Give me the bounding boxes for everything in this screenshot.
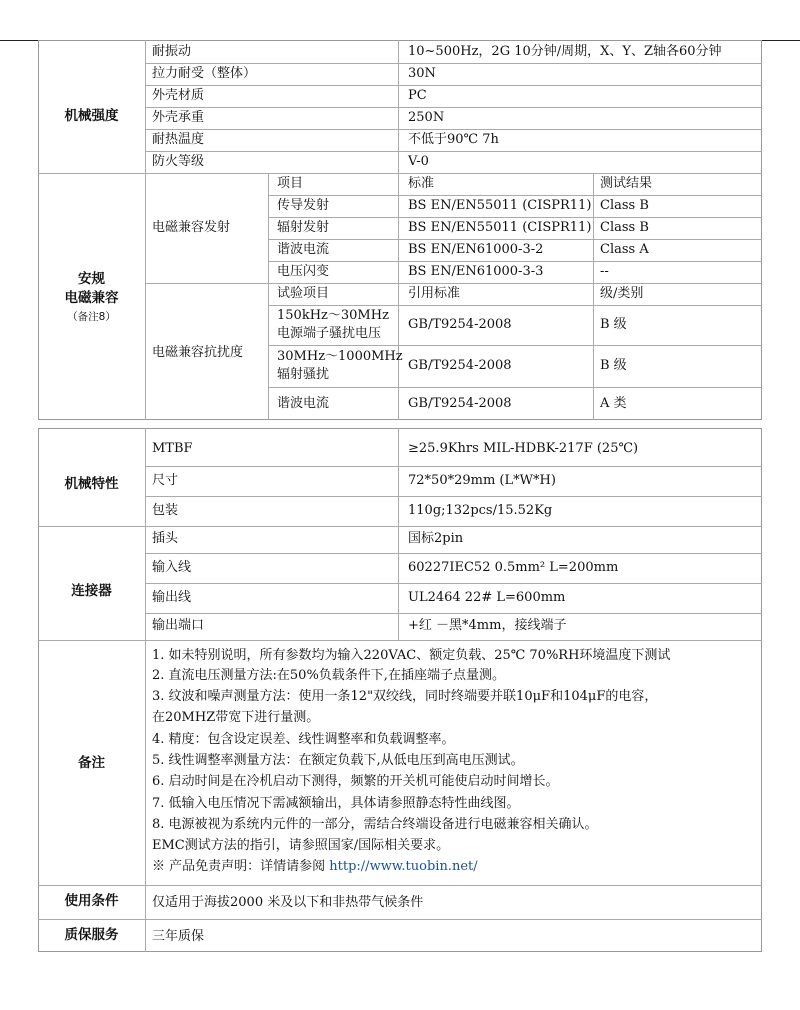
note-line: 6. 启动时间是在冷机启动下测得，频繁的开关机可能使启动时间增长。 [152, 774, 559, 789]
row-label: 外壳材质 [152, 88, 205, 103]
section-label-emc-text: 电磁兼容 [64, 290, 119, 306]
row-value: 不低于90℃ 7h [408, 132, 499, 147]
disclaimer-text: ※ 产品免责声明：详情请参阅 [152, 859, 326, 874]
emission-header: 标准 [408, 176, 435, 191]
immunity-cell: 辐射骚扰 [277, 367, 330, 382]
note-disclaimer [152, 858, 478, 876]
emission-cell: Class A [600, 242, 649, 257]
row-value: 30N [408, 66, 436, 81]
section-label-warranty: 质保服务 [64, 927, 119, 943]
website-link[interactable]: http://www.tuobin.net/ [329, 859, 478, 874]
row-value: 60227IEC52 0.5mm² L=200mm [408, 560, 619, 575]
row-value: 250N [408, 110, 445, 125]
emission-header: 测试结果 [600, 176, 653, 191]
row-value: 110g;132pcs/15.52Kg [408, 503, 553, 518]
section-label-connector: 连接器 [71, 583, 112, 599]
note-line: 在20MHZ带宽下进行量测。 [152, 710, 320, 725]
section-label-emc [38, 270, 145, 327]
immunity-cell: 谐波电流 [277, 396, 330, 411]
immunity-header: 引用标准 [408, 286, 461, 301]
immunity-cell: GB/T9254-2008 [408, 358, 512, 373]
row-value: 10~500Hz，2G 10分钟/周期，X、Y、Z轴各60分钟 [408, 44, 722, 59]
emission-cell: BS EN/EN61000-3-2 [408, 242, 544, 257]
row-label: 耐振动 [152, 44, 192, 59]
emc-immunity-label: 电磁兼容抗扰度 [152, 345, 244, 360]
note-line: 8. 电源被视为系统内元件的一部分，需结合终端设备进行电磁兼容相关确认。 [152, 817, 598, 832]
row-label: MTBF [152, 441, 193, 456]
section-label-safety: 安规 [78, 271, 105, 287]
row-label: 输出线 [152, 590, 192, 605]
immunity-cell: B 级 [600, 358, 627, 373]
note-line: 2. 直流电压测量方法:在50%负载条件下,在插座端子点量测。 [152, 668, 505, 683]
emc-emission-label: 电磁兼容发射 [152, 220, 231, 235]
immunity-cell: GB/T9254-2008 [408, 317, 512, 332]
emission-cell: BS EN/EN55011 (CISPR11) [408, 220, 592, 235]
row-label: 输出端口 [152, 618, 205, 633]
section-label-mechanical-strength: 机械强度 [64, 108, 119, 124]
row-value: ≥25.9Khrs MIL-HDBK-217F (25℃) [408, 441, 639, 456]
immunity-cell: A 类 [600, 396, 627, 411]
row-label: 包装 [152, 503, 179, 518]
emission-cell: -- [600, 264, 609, 279]
emission-cell: 谐波电流 [277, 242, 330, 257]
emission-cell: BS EN/EN61000-3-3 [408, 264, 544, 279]
row-value: V-0 [408, 154, 429, 169]
row-value: PC [408, 88, 427, 103]
note-line: EMC测试方法的指引，请参照国家/国际相关要求。 [152, 838, 450, 853]
row-label: 外壳承重 [152, 110, 205, 125]
immunity-header: 级/类别 [600, 286, 644, 301]
row-label: 耐热温度 [152, 132, 205, 147]
row-label: 插头 [152, 531, 179, 546]
emission-cell: 电压闪变 [277, 264, 330, 279]
row-value: UL2464 22# L=600mm [408, 590, 566, 605]
note-line: 7. 低输入电压情况下需减额输出，具体请参照静态特性曲线图。 [152, 796, 520, 811]
section-label-notes: 备注 [78, 755, 105, 771]
row-value: 国标2pin [408, 531, 464, 546]
note-line: 3. 纹波和噪声测量方法：使用一条12"双绞线，同时终端要并联10μF和104μF的电容， [152, 689, 658, 704]
immunity-cell: 30MHz～1000MHz [277, 349, 403, 364]
emission-cell: BS EN/EN55011 (CISPR11) [408, 198, 592, 213]
immunity-cell: 150kHz～30MHz [277, 308, 389, 323]
usage-value: 仅适用于海拔2000 米及以下和非热带气候条件 [152, 895, 424, 910]
emission-cell: Class B [600, 198, 649, 213]
section-label-mechanical-props: 机械特性 [64, 476, 119, 492]
emission-cell: 辐射发射 [277, 220, 330, 235]
note-line: 4. 精度：包含设定误差、线性调整率和负载调整率。 [152, 732, 455, 747]
immunity-header: 试验项目 [277, 286, 330, 301]
warranty-value: 三年质保 [152, 929, 205, 944]
section-label-usage: 使用条件 [64, 893, 119, 909]
row-label: 拉力耐受（整体） [152, 66, 257, 81]
immunity-cell: B 级 [600, 317, 627, 332]
row-value: +红 －黑*4mm，接线端子 [408, 618, 567, 633]
note-line: 5. 线性调整率测量方法：在额定负载下,从低电压到高电压测试。 [152, 753, 524, 768]
immunity-cell: GB/T9254-2008 [408, 396, 512, 411]
section-note: （备注8） [67, 311, 116, 323]
emission-cell: Class B [600, 220, 649, 235]
immunity-cell: 电源端子骚扰电压 [277, 326, 382, 341]
note-line: 1. 如未特别说明，所有参数均为输入220VAC、额定负载、25℃ 70%RH环境温度下测试 [152, 648, 671, 663]
row-label: 防火等级 [152, 154, 205, 169]
row-value: 72*50*29mm (L*W*H) [408, 473, 556, 488]
emission-cell: 传导发射 [277, 198, 330, 213]
emission-header: 项目 [277, 176, 304, 191]
row-label: 输入线 [152, 560, 192, 575]
row-label: 尺寸 [152, 473, 179, 488]
